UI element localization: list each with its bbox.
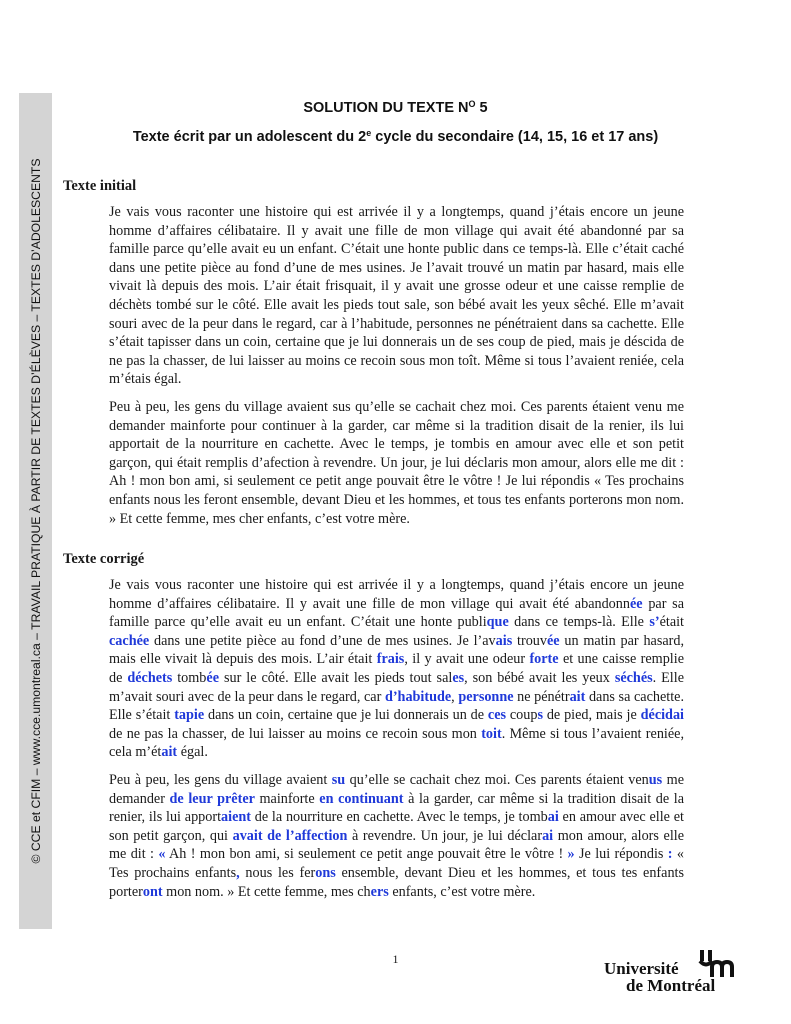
page-title — [0, 99, 791, 116]
text-segment: dans sa cachette. Elle s’était — [109, 688, 684, 724]
correction-mark: en continuant — [319, 790, 404, 807]
correction-mark: que — [486, 614, 509, 631]
text-segment: trouv — [512, 632, 547, 649]
correction-mark: personne — [458, 688, 514, 705]
text-segment: . Elle m’avait souri avec de la peur dans le regard, car — [109, 669, 684, 705]
title-number: 5 — [475, 100, 488, 116]
text-segment: en amour avec elle et son petit garçon, qui — [109, 809, 685, 844]
text-segment: mainforte — [254, 790, 320, 807]
correction-mark: » — [567, 846, 575, 863]
text-segment: qu’elle se cachait chez moi. Ces parents étaient ven — [345, 772, 649, 788]
subtitle-start: Texte écrit par un adolescent du 2 — [132, 129, 367, 145]
correction-mark: « — [158, 846, 166, 863]
subtitle-superscript: e — [366, 128, 372, 138]
correction-mark: ai — [547, 809, 559, 826]
text-segment: de pied, mais je — [543, 707, 641, 724]
correction-mark: us — [648, 772, 663, 788]
text-segment: de la nourriture en cachette. Avec le temps, je tomb — [250, 809, 548, 826]
correction-mark: aient — [221, 809, 251, 826]
text-segment: à la garder, car même si la tradition disait de la renier, ils lui apport — [109, 790, 685, 826]
text-segment: par sa famille parce qu’elle avait eu un enfant. C’était une honte publi — [109, 595, 685, 631]
correction-mark: décidai — [640, 707, 684, 724]
correction-mark: ont — [142, 883, 163, 900]
correction-mark: ai — [542, 827, 554, 844]
corrected-paragraph-1 — [109, 576, 684, 762]
correction-mark: ée — [629, 595, 643, 612]
correction-mark: ers — [370, 883, 389, 900]
text-segment: , son bébé avait les yeux — [464, 669, 615, 686]
text-segment: nous les fer — [239, 864, 316, 881]
text-segment: ensemble, devant Dieu et les hommes, et tous tes enfants porter — [109, 864, 685, 900]
text-segment: mon nom. » Et cette femme, mes ch — [162, 883, 371, 900]
correction-mark: déchets — [127, 669, 173, 686]
correction-mark: ces — [487, 707, 507, 724]
universite-de-montreal-logo — [604, 948, 734, 1000]
text-segment: « Tes prochains enfants — [109, 846, 684, 881]
correction-mark: frais — [376, 651, 405, 668]
text-segment: Je lui répondis — [574, 846, 668, 863]
text-segment: sur le côté. Elle avait les pieds tout sal — [219, 669, 453, 686]
correction-mark: tapie — [174, 707, 205, 724]
text-segment: , — [451, 688, 459, 705]
copyright-text: © CCE et CFIM – www.cce.umontreal.ca – TRAVAIL PRATIQUE À PARTIR DE TEXTES D’ÉLÈVES – TEXTES D’ADOLESCENTS — [28, 158, 43, 864]
text-segment: mon amour, alors elle me dit : — [109, 827, 684, 863]
udem-emblem-icon — [698, 948, 734, 978]
correction-mark: su — [331, 772, 346, 788]
page-subtitle — [0, 128, 791, 145]
heading-texte-corrige: Texte corrigé — [63, 551, 145, 567]
text-segment: et une caisse remplie de — [109, 651, 684, 686]
text-segment: était — [659, 614, 684, 631]
correction-mark: , — [236, 864, 240, 881]
text-segment: Ah ! mon bon ami, si seulement ce petit ange pouvait être le vôtre ! — [165, 846, 568, 863]
text-segment: dans une petite pièce au fond d’une de mes usines. Je l’av — [149, 632, 496, 649]
logo-line-1: Université — [604, 959, 679, 978]
heading-texte-initial: Texte initial — [63, 178, 137, 194]
text-segment: , il y avait une odeur — [404, 651, 530, 668]
correction-mark: avait de l’affection — [232, 827, 348, 844]
text-segment: . Même si tous l’avaient reniée, cela m’ét — [109, 725, 684, 761]
page-number: 1 — [392, 952, 399, 966]
text-segment: dans ce temps-là. Elle — [508, 614, 650, 631]
correction-mark: d’habitude — [384, 688, 452, 705]
correction-mark: s — [537, 707, 543, 724]
text-segment: de ne pas la chasser, de lui laisser au moins ce recoin sous mon — [109, 725, 482, 742]
text-segment: Je vais vous raconter une histoire qui est arrivée il y a longtemps, quand j’étais encore un jeune homme d’affaires célibataire. Il y avait une fille de mon village qui avait été abandonn — [109, 577, 684, 612]
correction-mark: es — [452, 669, 465, 686]
correction-mark: ais — [495, 632, 513, 649]
corrected-paragraph-2 — [109, 771, 684, 901]
correction-mark: ons — [315, 864, 336, 881]
text-segment: coup — [506, 707, 538, 724]
text-segment: tomb — [172, 669, 207, 686]
copyright-sidebar — [19, 93, 52, 929]
text-segment: ne pénétr — [513, 688, 570, 705]
text-segment: égal. — [177, 744, 208, 761]
correction-mark: ée — [206, 669, 220, 686]
logo-line-2: de Montréal — [626, 976, 716, 995]
text-segment: à revendre. Un jour, je lui déclar — [347, 827, 543, 844]
text-segment: Peu à peu, les gens du village avaient — [109, 772, 332, 788]
correction-mark: de leur prêter — [169, 790, 255, 807]
title-superscript: O — [468, 99, 476, 109]
subtitle-end: cycle du secondaire (14, 15, 16 et 17 ans) — [371, 129, 659, 145]
correction-mark: cachée — [109, 632, 150, 649]
text-segment: enfants, c’est votre mère. — [388, 883, 536, 900]
correction-mark: s’ — [649, 614, 660, 631]
title-text: SOLUTION DU TEXTE N — [303, 100, 469, 116]
text-segment: dans un coin, certaine que je lui donnerais un de — [204, 707, 488, 724]
correction-mark: ait — [161, 744, 178, 761]
initial-paragraph-2: Peu à peu, les gens du village avaient sus qu’elle se cachait chez moi. Ces parents étaient venu me demander mainforte pour continuer à la garder, car même si la tradition disait de la renier, ils lui apportait de la nourriture en cachette. Avec le temps, je tombis en amour avec elle et son petit garçon, qui était remplis d’afection à revendre. Un jour, je lui déclaris mon amour, alors elle me dit : Ah ! mon bon ami, si seulement ce petit ange pouvait être le vôtre ! Je lui répondis « Tes prochains enfants nous les feront ensemble, devant Dieu et les hommes, et tous tes enfants porterons mon nom. » Et cette femme, mes cher enfants, c’est votre mère. — [109, 399, 684, 527]
correction-mark: séchés — [614, 669, 653, 686]
text-segment: me demander — [109, 772, 684, 807]
correction-mark: ait — [569, 688, 586, 705]
correction-mark: : — [667, 846, 673, 863]
correction-mark: toit — [481, 725, 502, 742]
correction-mark: ée — [546, 632, 560, 649]
text-segment: un matin par hasard, mais elle vivait là depuis des mois. L’air était — [109, 632, 685, 668]
correction-mark: forte — [529, 651, 559, 668]
initial-paragraph-1: Je vais vous raconter une histoire qui est arrivée il y a longtemps, quand j’étais encore un jeune homme d’affaires célibataire. Il y avait une fille de mon village qui avait été abandonné par sa famille parce qu’elle avait eu un enfant. C’était une honte public dans ce temps-là. Elle c’était caché dans une petite pièce au fond d’une de mes usines. Je l’avait trouvé un matin par hasard, mais elle vivait là depuis des mois. L’air était frisquait, il y avait une grosse odeur et une caisse remplie de déchèts tombé sur le côté. Elle avait les pieds tout sale, son bébé avait les yeux sêché. Elle m’avait souri avec de la peur dans le regard, car à l’habitude, personnes ne pénétraient dans sa cachette. Elle s’était tapisser dans un coin, certaine que je lui donnerais un de ses coup de pied, mais je déscida de ne pas la chasser, de lui laisser au moins ce recoin sous mon toît. Même si tous l’avaient reniée, cela m’étais égal. — [109, 204, 684, 388]
